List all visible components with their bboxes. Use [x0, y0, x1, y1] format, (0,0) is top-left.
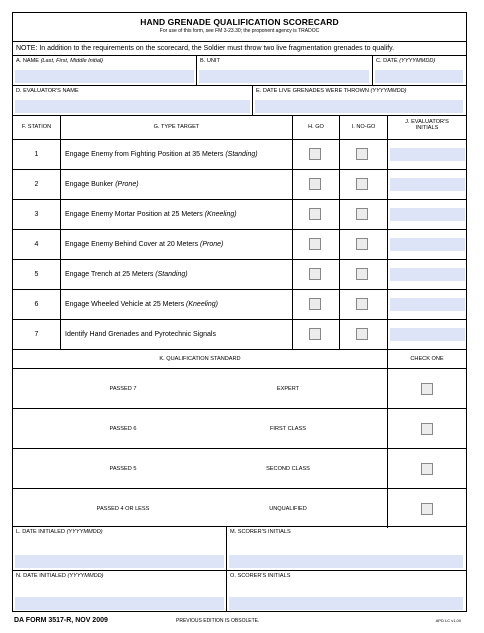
- initials-cell: [387, 290, 466, 319]
- name-cell: [13, 56, 196, 85]
- go-cell: [292, 170, 339, 199]
- scorer-initials-m-label: M. SCORER'S INITIALS: [230, 529, 291, 535]
- go-cell: [292, 200, 339, 229]
- throw-date-label: E. DATE LIVE GRENADES WERE THROWN (YYYYMMDD): [256, 88, 407, 94]
- nogo-checkbox[interactable]: [356, 148, 368, 160]
- identity-row: [13, 55, 466, 85]
- signature-row-2: [13, 570, 466, 612]
- go-cell: [292, 230, 339, 259]
- nogo-checkbox[interactable]: [356, 298, 368, 310]
- date-initialed-n-field[interactable]: [15, 597, 224, 610]
- nogo-cell: [339, 260, 387, 289]
- rating-checkbox[interactable]: [421, 503, 433, 515]
- table-row: [13, 169, 466, 199]
- target-description: Engage Trench at 25 Meters (Standing): [60, 260, 292, 289]
- standard-header: K. QUALIFICATION STANDARD: [159, 356, 241, 362]
- nogo-checkbox[interactable]: [356, 268, 368, 280]
- scorer-initials-o-field[interactable]: [229, 597, 463, 610]
- date-cell: [372, 56, 466, 85]
- standard-row: [13, 408, 466, 448]
- station-number: 4: [34, 241, 39, 248]
- check-one-header: CHECK ONE: [387, 350, 466, 368]
- form-id: DA FORM 3517-R, NOV 2009: [14, 617, 108, 624]
- table-row: [13, 289, 466, 319]
- initials-cell: [387, 200, 466, 229]
- name-field[interactable]: [15, 70, 194, 83]
- form-subtitle: For use of this form, see FM 3-23.30; the proponent agency is TRADOC: [159, 28, 320, 34]
- station-number: 2: [34, 181, 39, 188]
- nogo-cell: [339, 320, 387, 349]
- table-row: [13, 139, 466, 169]
- go-checkbox[interactable]: [309, 148, 321, 160]
- scorer-initials-o-cell: [226, 571, 466, 612]
- evaluator-row: [13, 85, 466, 115]
- evaluator-field[interactable]: [15, 100, 250, 113]
- target-description: Engage Bunker (Prone): [60, 170, 292, 199]
- initials-cell: [387, 170, 466, 199]
- standard-row: [13, 368, 466, 408]
- throw-date-cell: [252, 86, 466, 115]
- date-initialed-l-field[interactable]: [15, 555, 224, 568]
- scorer-initials-m-cell: [226, 527, 466, 570]
- nogo-cell: [339, 140, 387, 169]
- signature-row-1: [13, 526, 466, 570]
- station-number: 5: [34, 271, 39, 278]
- table-row: [13, 259, 466, 289]
- unit-label: B. UNIT: [200, 58, 220, 64]
- nogo-checkbox[interactable]: [356, 178, 368, 190]
- table-row: [13, 199, 466, 229]
- nogo-checkbox[interactable]: [356, 238, 368, 250]
- nogo-cell: [339, 200, 387, 229]
- initials-cell: [387, 260, 466, 289]
- nogo-checkbox[interactable]: [356, 328, 368, 340]
- go-col-header: H. GO: [292, 116, 339, 139]
- go-cell: [292, 290, 339, 319]
- passed-count: PASSED 5: [109, 466, 137, 472]
- evaluator-label: D. EVALUATOR'S NAME: [16, 88, 79, 94]
- unit-cell: [196, 56, 372, 85]
- standard-header-row: [13, 349, 466, 368]
- check-cell: [387, 409, 466, 448]
- initials-col-header: J. EVALUATOR'S INITIALS: [387, 116, 466, 139]
- check-cell: [387, 489, 466, 528]
- go-cell: [292, 320, 339, 349]
- initials-cell: [387, 320, 466, 349]
- name-label: A. NAME (Last, First, Middle Initial): [16, 58, 104, 64]
- station-table-header: [13, 115, 466, 139]
- evaluator-initials-field[interactable]: [390, 148, 465, 161]
- note-text: NOTE: In addition to the requirements on the scorecard, the Soldier must throw two live fragmentation grenades to qualify.: [16, 45, 395, 52]
- initials-cell: [387, 230, 466, 259]
- passed-count: PASSED 7: [109, 386, 137, 392]
- target-description: Engage Enemy Behind Cover at 20 Meters (Prone): [60, 230, 292, 259]
- evaluator-initials-field[interactable]: [390, 178, 465, 191]
- go-cell: [292, 140, 339, 169]
- nogo-cell: [339, 230, 387, 259]
- qualification-rating: EXPERT: [276, 386, 300, 392]
- target-description: Identify Hand Grenades and Pyrotechnic Signals: [60, 320, 292, 349]
- initials-cell: [387, 140, 466, 169]
- evaluator-cell: [13, 86, 252, 115]
- go-cell: [292, 260, 339, 289]
- scorecard-form: [12, 12, 467, 612]
- passed-count: PASSED 6: [109, 426, 137, 432]
- go-checkbox[interactable]: [309, 268, 321, 280]
- qualification-rating: UNQUALIFIED: [269, 506, 307, 512]
- go-checkbox[interactable]: [309, 328, 321, 340]
- nogo-checkbox[interactable]: [356, 208, 368, 220]
- passed-count: PASSED 4 OR LESS: [96, 506, 150, 512]
- unit-field[interactable]: [199, 70, 369, 83]
- throw-date-field[interactable]: [255, 100, 463, 113]
- date-initialed-n-cell: [13, 571, 226, 612]
- go-checkbox[interactable]: [309, 208, 321, 220]
- form-version: APD LC v1.00: [435, 618, 461, 623]
- go-checkbox[interactable]: [309, 238, 321, 250]
- station-number: 7: [34, 331, 39, 338]
- check-cell: [387, 449, 466, 488]
- go-checkbox[interactable]: [309, 298, 321, 310]
- date-label: C. DATE (YYYYMMDD): [376, 58, 436, 64]
- target-col-header: G. TYPE TARGET: [60, 116, 292, 139]
- station-number: 6: [34, 301, 39, 308]
- date-field[interactable]: [375, 70, 463, 83]
- evaluator-initials-field[interactable]: [390, 328, 465, 341]
- nogo-col-header: I. NO-GO: [339, 116, 387, 139]
- rating-checkbox[interactable]: [421, 463, 433, 475]
- evaluator-initials-field[interactable]: [390, 268, 465, 281]
- date-initialed-l-cell: [13, 527, 226, 570]
- evaluator-initials-field[interactable]: [390, 298, 465, 311]
- note-row: [13, 41, 466, 55]
- standard-row: [13, 488, 466, 528]
- go-checkbox[interactable]: [309, 178, 321, 190]
- form-footer: [12, 614, 467, 628]
- form-header: [13, 13, 466, 41]
- target-description: Engage Enemy from Fighting Position at 35 Meters (Standing): [60, 140, 292, 169]
- scorer-initials-o-label: O. SCORER'S INITIALS: [230, 573, 291, 579]
- evaluator-initials-field[interactable]: [390, 208, 465, 221]
- qualification-rating: SECOND CLASS: [266, 466, 310, 472]
- station-number: 3: [34, 211, 39, 218]
- evaluator-initials-field[interactable]: [390, 238, 465, 251]
- rating-checkbox[interactable]: [421, 423, 433, 435]
- target-description: Engage Wheeled Vehicle at 25 Meters (Kneeling): [60, 290, 292, 319]
- edition-note: PREVIOUS EDITION IS OBSOLETE.: [176, 618, 260, 624]
- date-initialed-l-label: L. DATE INITIALED (YYYYMMDD): [16, 529, 103, 535]
- rating-checkbox[interactable]: [421, 383, 433, 395]
- scorer-initials-m-field[interactable]: [229, 555, 463, 568]
- nogo-cell: [339, 290, 387, 319]
- table-row: [13, 319, 466, 349]
- standard-row: [13, 448, 466, 488]
- check-cell: [387, 369, 466, 408]
- date-initialed-n-label: N. DATE INITIALED (YYYYMMDD): [16, 573, 104, 579]
- qualification-rating: FIRST CLASS: [270, 426, 306, 432]
- form-title: HAND GRENADE QUALIFICATION SCORECARD: [140, 17, 339, 27]
- target-description: Engage Enemy Mortar Position at 25 Meters (Kneeling): [60, 200, 292, 229]
- station-number: 1: [34, 151, 39, 158]
- station-col-header: F. STATION: [21, 124, 52, 130]
- table-row: [13, 229, 466, 259]
- nogo-cell: [339, 170, 387, 199]
